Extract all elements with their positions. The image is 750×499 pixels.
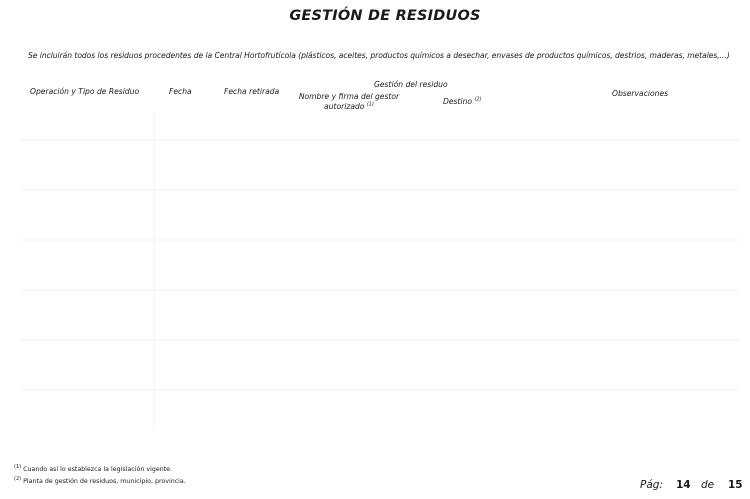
manager-name-note: (1) — [366, 101, 374, 108]
intro-text: Se incluirán todos los residuos procedentes de la Central Hortofrutícola (plásticos, aceites, productos químicos a desechar, envases de productos químicos, destrios, maderas, metales,...) — [28, 51, 730, 60]
destination-note: (2) — [474, 96, 482, 103]
footnote-2-marker: (2) — [14, 475, 22, 482]
manager-name-label: Nombre y firma del gestor autorizado — [298, 92, 400, 111]
page-total-number: 15 — [728, 479, 743, 491]
page-label: Pág: — [640, 479, 663, 491]
page-current-number: 14 — [676, 479, 691, 491]
col-operation-header: Operación y Tipo de Residuo — [30, 87, 140, 96]
col-date-header: Fecha — [169, 87, 192, 96]
footnote-2-text: Planta de gestión de residuos, municipio, provincia. — [23, 478, 186, 485]
footnote-1-marker: (1) — [14, 463, 22, 470]
page-separator: de — [701, 479, 715, 491]
page-title: GESTIÓN DE RESIDUOS — [289, 8, 481, 24]
footnote-2 — [14, 475, 186, 485]
destination-label: Destino — [443, 97, 473, 106]
col-retrieved-date-header: Fecha retirada — [224, 87, 280, 96]
col-observations-header: Observaciones — [612, 89, 669, 98]
footnote-1 — [14, 463, 173, 473]
group-waste-management-header: Gestión del residuo — [374, 80, 448, 89]
col-manager-name-header — [297, 92, 401, 112]
col-destination-header — [443, 97, 482, 106]
footnote-1-text: Cuando así lo establezca la legislación vigente. — [23, 466, 173, 473]
